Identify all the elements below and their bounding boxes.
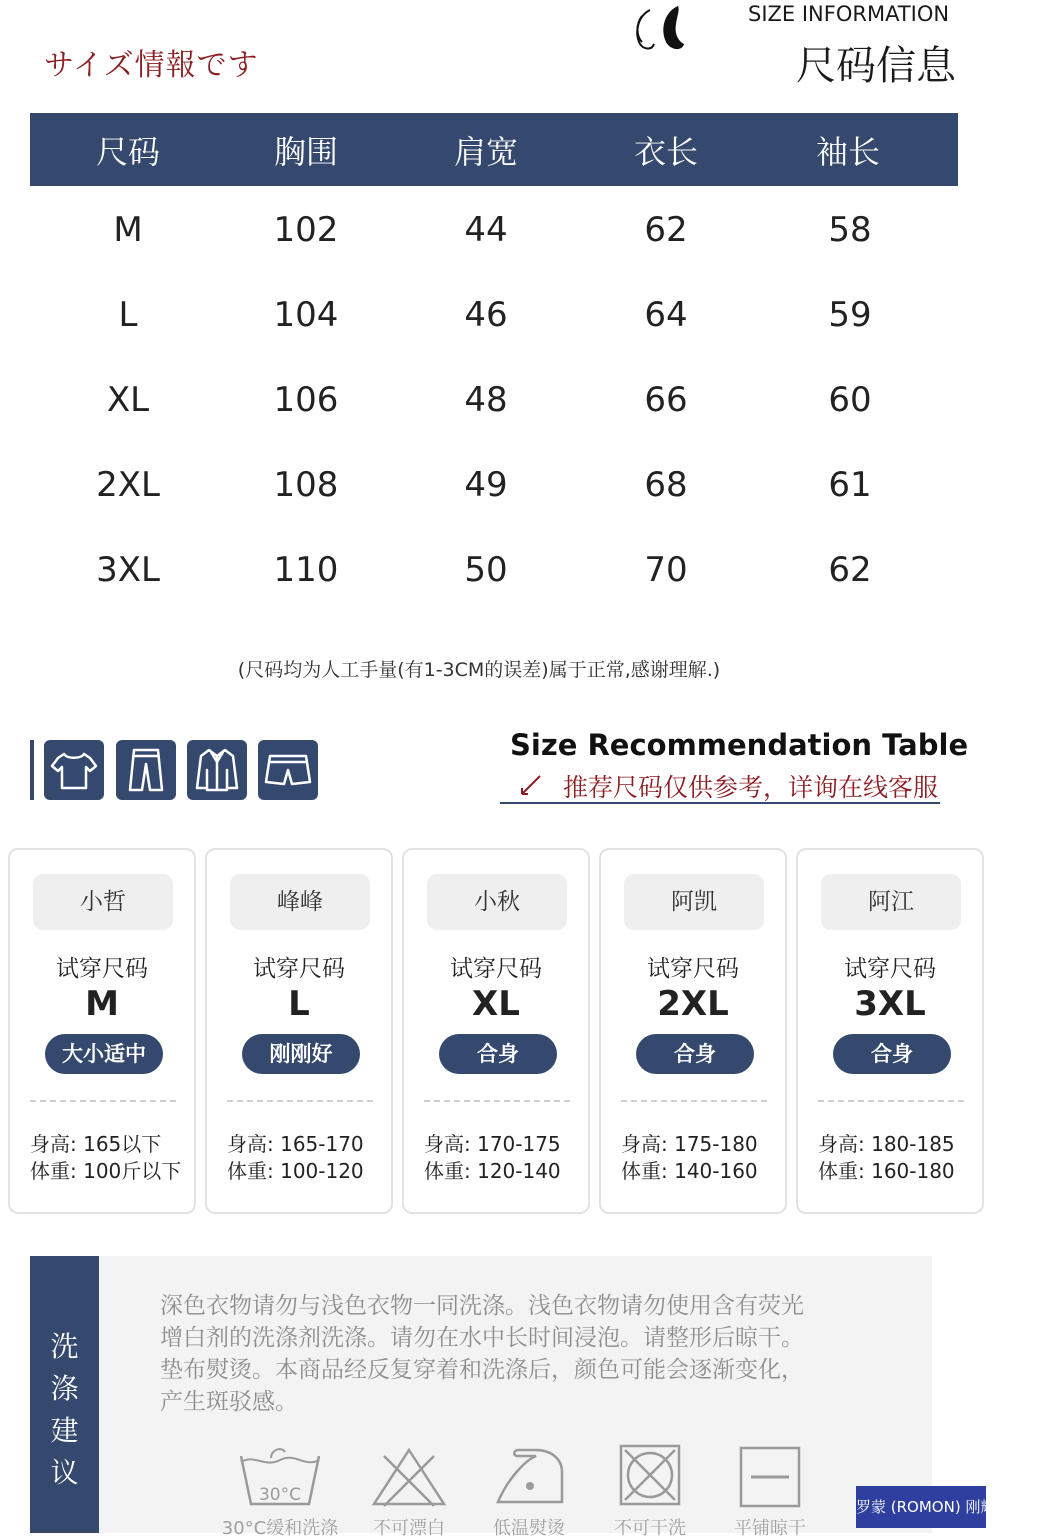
try-size-label: 试穿尺码 xyxy=(450,956,542,982)
table-cell: 61 xyxy=(828,465,872,505)
divider xyxy=(30,1100,176,1102)
divider xyxy=(818,1100,964,1102)
model-height: 身高: 170-175 xyxy=(424,1132,561,1156)
table-cell: 49 xyxy=(464,465,508,505)
divider xyxy=(424,1100,570,1102)
table-cell: 59 xyxy=(828,295,872,335)
chinese-title: 尺码信息 xyxy=(796,43,956,89)
table-cell: 50 xyxy=(464,550,508,590)
no-dry-clean-icon xyxy=(605,1442,695,1512)
shorts-icon xyxy=(258,740,318,800)
model-height: 身高: 165-170 xyxy=(227,1132,364,1156)
measurement-note: (尺码均为人工手量(有1-3CM的误差)属于正常,感谢理解.) xyxy=(237,659,721,681)
table-cell: 48 xyxy=(464,380,508,420)
column-header-chest: 胸围 xyxy=(273,133,338,171)
try-size-label: 试穿尺码 xyxy=(844,956,936,982)
table-cell: 3XL xyxy=(96,550,160,590)
table-cell: 44 xyxy=(464,210,508,250)
table-cell: 110 xyxy=(273,550,339,590)
table-row xyxy=(30,356,958,441)
table-cell: 70 xyxy=(644,550,688,590)
table-row xyxy=(30,441,958,526)
pants-icon xyxy=(116,740,176,800)
table-row xyxy=(30,186,958,271)
table-cell: 46 xyxy=(464,295,508,335)
flat-dry-label: 平铺晾干 xyxy=(734,1518,806,1539)
model-name: 阿凯 xyxy=(624,874,764,930)
washing-title-char: 议 xyxy=(50,1456,79,1489)
try-size-value: XL xyxy=(472,984,520,1024)
washing-text-line: 产生斑驳感。 xyxy=(160,1389,298,1415)
table-cell: M xyxy=(113,210,143,250)
fit-badge: 刚刚好 xyxy=(242,1034,360,1074)
model-name: 阿江 xyxy=(821,874,961,930)
model-card xyxy=(8,848,196,1214)
model-card xyxy=(402,848,590,1214)
model-height: 身高: 175-180 xyxy=(621,1132,758,1156)
table-cell: 108 xyxy=(273,465,339,505)
wash-30-icon xyxy=(235,1442,325,1512)
column-header-length: 衣长 xyxy=(633,133,698,171)
model-weight: 体重: 120-140 xyxy=(424,1159,561,1183)
washing-title-bar xyxy=(30,1256,99,1533)
table-row xyxy=(30,526,958,611)
fit-badge: 合身 xyxy=(439,1034,557,1074)
model-weight: 体重: 100-120 xyxy=(227,1159,364,1183)
model-name: 小秋 xyxy=(427,874,567,930)
no-bleach-label: 不可漂白 xyxy=(373,1518,445,1539)
table-cell: 68 xyxy=(644,465,688,505)
tshirt-icon xyxy=(44,740,104,800)
table-row xyxy=(30,271,958,356)
column-header-shoulder: 肩宽 xyxy=(453,133,518,171)
table-cell: 60 xyxy=(828,380,872,420)
try-size-value: M xyxy=(85,984,119,1024)
table-cell: 66 xyxy=(644,380,688,420)
washing-text-line: 垫布熨烫。本商品经反复穿着和洗涤后，颜色可能会逐渐变化， xyxy=(160,1357,804,1383)
english-title: SIZE INFORMATION xyxy=(748,2,950,26)
low-iron-icon xyxy=(484,1442,574,1512)
wash-temp-badge: 30°C xyxy=(258,1485,302,1505)
model-card xyxy=(599,848,787,1214)
table-cell: 58 xyxy=(828,210,872,250)
column-header-sleeve: 袖长 xyxy=(815,133,880,171)
divider xyxy=(227,1100,373,1102)
washing-title xyxy=(30,1326,99,1494)
table-cell: XL xyxy=(106,380,150,420)
size-table-header xyxy=(30,113,958,186)
fit-badge: 大小适中 xyxy=(45,1034,163,1074)
no-bleach-icon xyxy=(364,1442,454,1512)
flat-dry-icon xyxy=(725,1442,815,1512)
washing-title-char: 建 xyxy=(50,1414,79,1447)
fit-badge: 合身 xyxy=(833,1034,951,1074)
table-cell: 62 xyxy=(828,550,872,590)
no-dry-clean-label: 不可干洗 xyxy=(614,1518,686,1539)
try-size-label: 试穿尺码 xyxy=(253,956,345,982)
washing-instructions xyxy=(160,1290,900,1418)
washing-text-line: 深色衣物请勿与浅色衣物一同洗涤。浅色衣物请勿使用含有荧光 xyxy=(160,1293,804,1319)
model-height: 身高: 180-185 xyxy=(818,1132,955,1156)
try-size-label: 试穿尺码 xyxy=(647,956,739,982)
try-size-value: L xyxy=(288,984,310,1024)
accent-bar xyxy=(30,740,34,800)
try-size-value: 3XL xyxy=(854,984,926,1024)
japanese-title: サイズ情報です xyxy=(44,48,259,83)
washing-text-line: 增白剂的洗涤剂洗涤。请勿在水中长时间浸泡。请整形后晾干。 xyxy=(160,1325,804,1351)
model-weight: 体重: 100斤以下 xyxy=(30,1159,182,1183)
model-card xyxy=(796,848,984,1214)
low-iron-label: 低温熨烫 xyxy=(493,1518,565,1539)
try-size-label: 试穿尺码 xyxy=(56,956,148,982)
try-size-value: 2XL xyxy=(657,984,729,1024)
model-name: 峰峰 xyxy=(230,874,370,930)
fit-badge: 合身 xyxy=(636,1034,754,1074)
table-cell: L xyxy=(118,295,138,335)
wash-label: 30°C缓和洗涤 xyxy=(221,1518,339,1539)
model-card xyxy=(205,848,393,1214)
recommendation-title-cn: 推荐尺码仅供参考，详询在线客服 xyxy=(562,773,938,802)
recommendation-title-en: Size Recommendation Table xyxy=(510,728,969,762)
table-cell: 106 xyxy=(273,380,339,420)
model-name: 小哲 xyxy=(33,874,173,930)
table-cell: 62 xyxy=(644,210,688,250)
column-header-size: 尺码 xyxy=(95,133,160,171)
divider xyxy=(621,1100,767,1102)
model-height: 身高: 165以下 xyxy=(30,1132,162,1156)
table-cell: 64 xyxy=(644,295,688,335)
jacket-icon xyxy=(187,740,247,800)
quote-mark-icon xyxy=(630,2,690,58)
model-weight: 体重: 160-180 xyxy=(818,1159,955,1183)
table-cell: 104 xyxy=(273,295,339,335)
table-cell: 2XL xyxy=(96,465,160,505)
model-weight: 体重: 140-160 xyxy=(621,1159,758,1183)
washing-title-char: 涤 xyxy=(50,1372,79,1405)
washing-title-char: 洗 xyxy=(50,1330,79,1363)
shop-badge: 罗蒙 (ROMON) 刚辉专卖店 xyxy=(856,1486,986,1528)
table-cell: 102 xyxy=(273,210,339,250)
recommendation-underline xyxy=(500,802,940,804)
